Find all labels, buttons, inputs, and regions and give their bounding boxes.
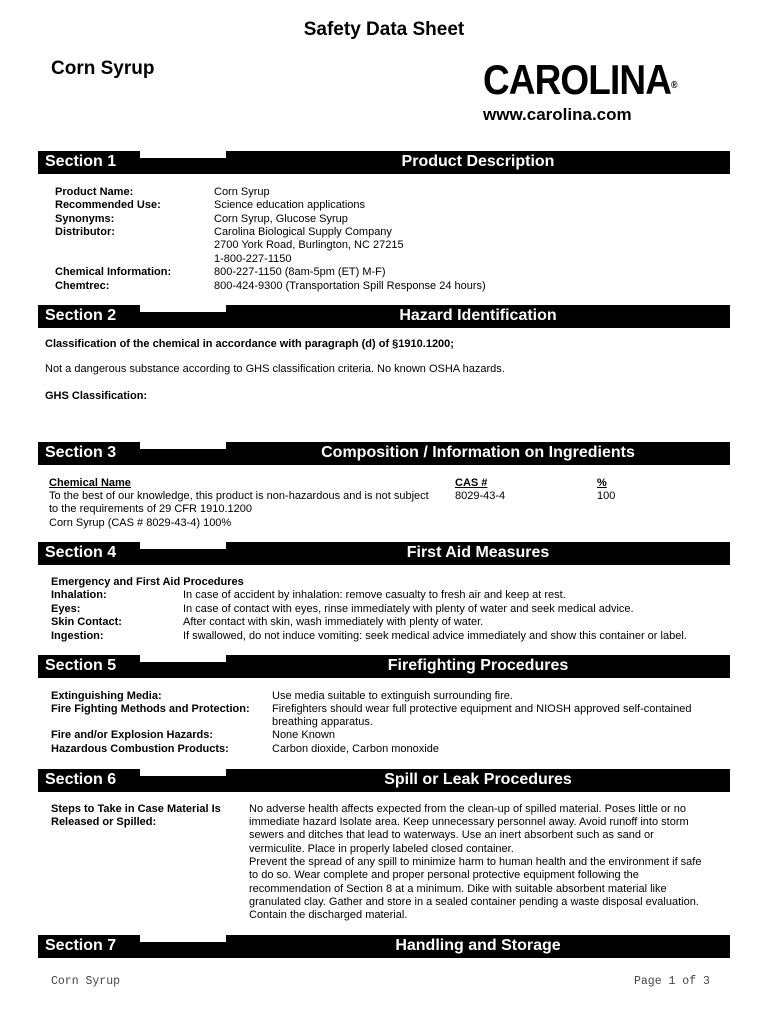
composition-text-line-2: to the requirements of 29 CFR 1910.1200: [49, 503, 253, 515]
section-6-bar: [38, 769, 730, 792]
section-1-number: Section 1: [45, 153, 117, 170]
percent-value: 100: [597, 490, 616, 502]
fire-fighting-methods-value: Firefighters should wear full protective equipment and NIOSH approved self-contained: [272, 703, 692, 715]
distributor-address: 2700 York Road, Burlington, NC 27215: [214, 239, 404, 251]
spill-text-line-6: to do so. Wear complete and proper personal protective equipment following the: [249, 869, 639, 881]
footer-product-name: Corn Syrup: [51, 975, 121, 988]
section-4-bar: [38, 542, 730, 565]
chemical-information-value: 800-227-1150 (8am-5pm (ET) M-F): [214, 266, 386, 278]
section-2-number: Section 2: [45, 307, 117, 324]
synonyms-value: Corn Syrup, Glucose Syrup: [214, 213, 348, 225]
composition-text-line-3: Corn Syrup (CAS # 8029-43-4) 100%: [49, 517, 232, 529]
section-5-bar: [38, 655, 730, 678]
product-name-label: Product Name:: [55, 186, 134, 198]
fire-explosion-hazards-label: Fire and/or Explosion Hazards:: [51, 729, 213, 741]
synonyms-label: Synonyms:: [55, 213, 115, 225]
spill-text-line-9: Contain the discharged material.: [249, 909, 408, 921]
document-title: Safety Data Sheet: [303, 19, 465, 40]
ingestion-value: If swallowed, do not induce vomiting: seek medical advice immediately and show this container or label.: [183, 630, 687, 642]
section-3-heading: Composition / Information on Ingredients: [321, 444, 635, 461]
inhalation-label: Inhalation:: [51, 589, 107, 601]
skin-contact-label: Skin Contact:: [51, 616, 122, 628]
section-2-bar: [38, 305, 730, 328]
hazard-statement: Not a dangerous substance according to GHS classification criteria. No known OSHA hazards.: [45, 363, 505, 375]
product-name-value: Corn Syrup: [214, 186, 270, 198]
section-7-bar: [38, 935, 730, 958]
chemical-name-header: Chemical Name: [49, 477, 131, 489]
section-5-number: Section 5: [45, 657, 117, 674]
section-6-number: Section 6: [45, 771, 117, 788]
chemtrec-label: Chemtrec:: [55, 280, 110, 292]
chemtrec-value: 800-424-9300 (Transportation Spill Response 24 hours): [214, 280, 486, 292]
logo-registered-mark: ®: [671, 80, 677, 91]
first-aid-subheading: Emergency and First Aid Procedures: [51, 576, 244, 588]
spill-text-line-2: immediate hazard Isolate area. Keep unnecessary personnel away. Avoid runoff into storm: [249, 816, 689, 828]
distributor-phone: 1-800-227-1150: [214, 253, 292, 265]
spill-steps-label-line-2: Released or Spilled:: [51, 816, 157, 828]
spill-text-line-1: No adverse health affects expected from the clean-up of spilled material. Poses little or no: [249, 803, 686, 815]
ingestion-label: Ingestion:: [51, 630, 104, 642]
fire-fighting-methods-label: Fire Fighting Methods and Protection:: [51, 703, 250, 715]
spill-text-line-4: vermiculite. Place in properly labeled closed container.: [249, 843, 514, 855]
logo-url: www.carolina.com: [483, 105, 632, 124]
skin-contact-value: After contact with skin, wash immediately with plenty of water.: [183, 616, 484, 628]
footer-page-number: Page 1 of 3: [634, 975, 710, 988]
cas-header: CAS #: [455, 477, 488, 489]
section-1-heading: Product Description: [401, 153, 555, 170]
section-2-heading: Hazard Identification: [399, 307, 557, 324]
eyes-value: In case of contact with eyes, rinse immediately with plenty of water and seek medical advice.: [183, 603, 634, 615]
recommended-use-value: Science education applications: [214, 199, 366, 211]
logo-wordmark: CAROLINA: [483, 56, 672, 103]
product-title: Corn Syrup: [51, 58, 155, 79]
section-1-bar: [38, 151, 730, 174]
spill-text-line-3: sewers and ditches that lead to waterways. Use an inert absorbent such as sand or: [249, 829, 654, 841]
spill-steps-label-line-1: Steps to Take in Case Material Is: [51, 803, 221, 815]
section-4-heading: First Aid Measures: [406, 544, 550, 561]
section-3-bar: [38, 442, 730, 465]
section-5-heading: Firefighting Procedures: [387, 657, 569, 674]
inhalation-value: In case of accident by inhalation: remove casualty to fresh air and keep at rest.: [183, 589, 566, 601]
section-7-number: Section 7: [45, 937, 117, 954]
distributor-value: Carolina Biological Supply Company: [214, 226, 392, 238]
distributor-label: Distributor:: [55, 226, 115, 238]
spill-text-line-5: Prevent the spread of any spill to minimize harm to human health and the environment if safe: [249, 856, 702, 868]
spill-text-line-7: recommendation of Section 8 at a minimum. Dike with suitable absorbent material like: [249, 883, 667, 895]
section-4-number: Section 4: [45, 544, 117, 561]
fire-fighting-methods-value-cont: breathing apparatus.: [272, 716, 373, 728]
spill-text-line-8: granulated clay. Gather and store in a sealed container pending a waste disposal evaluation.: [249, 896, 699, 908]
combustion-products-label: Hazardous Combustion Products:: [51, 743, 229, 755]
eyes-label: Eyes:: [51, 603, 81, 615]
cas-value: 8029-43-4: [455, 490, 506, 502]
percent-header: %: [597, 477, 607, 489]
carolina-logo: [483, 56, 677, 129]
composition-text-line-1: To the best of our knowledge, this product is non-hazardous and is not subject: [49, 490, 429, 502]
section-6-heading: Spill or Leak Procedures: [384, 771, 572, 788]
section-3-number: Section 3: [45, 444, 117, 461]
recommended-use-label: Recommended Use:: [55, 199, 161, 211]
ghs-classification-label: GHS Classification:: [45, 390, 148, 402]
extinguishing-media-label: Extinguishing Media:: [51, 690, 162, 702]
section-7-heading: Handling and Storage: [395, 937, 561, 954]
combustion-products-value: Carbon dioxide, Carbon monoxide: [272, 743, 439, 755]
extinguishing-media-value: Use media suitable to extinguish surrounding fire.: [272, 690, 513, 702]
fire-explosion-hazards-value: None Known: [272, 729, 335, 741]
classification-heading: Classification of the chemical in accordance with paragraph (d) of §1910.1200;: [45, 338, 454, 350]
chemical-information-label: Chemical Information:: [55, 266, 172, 278]
